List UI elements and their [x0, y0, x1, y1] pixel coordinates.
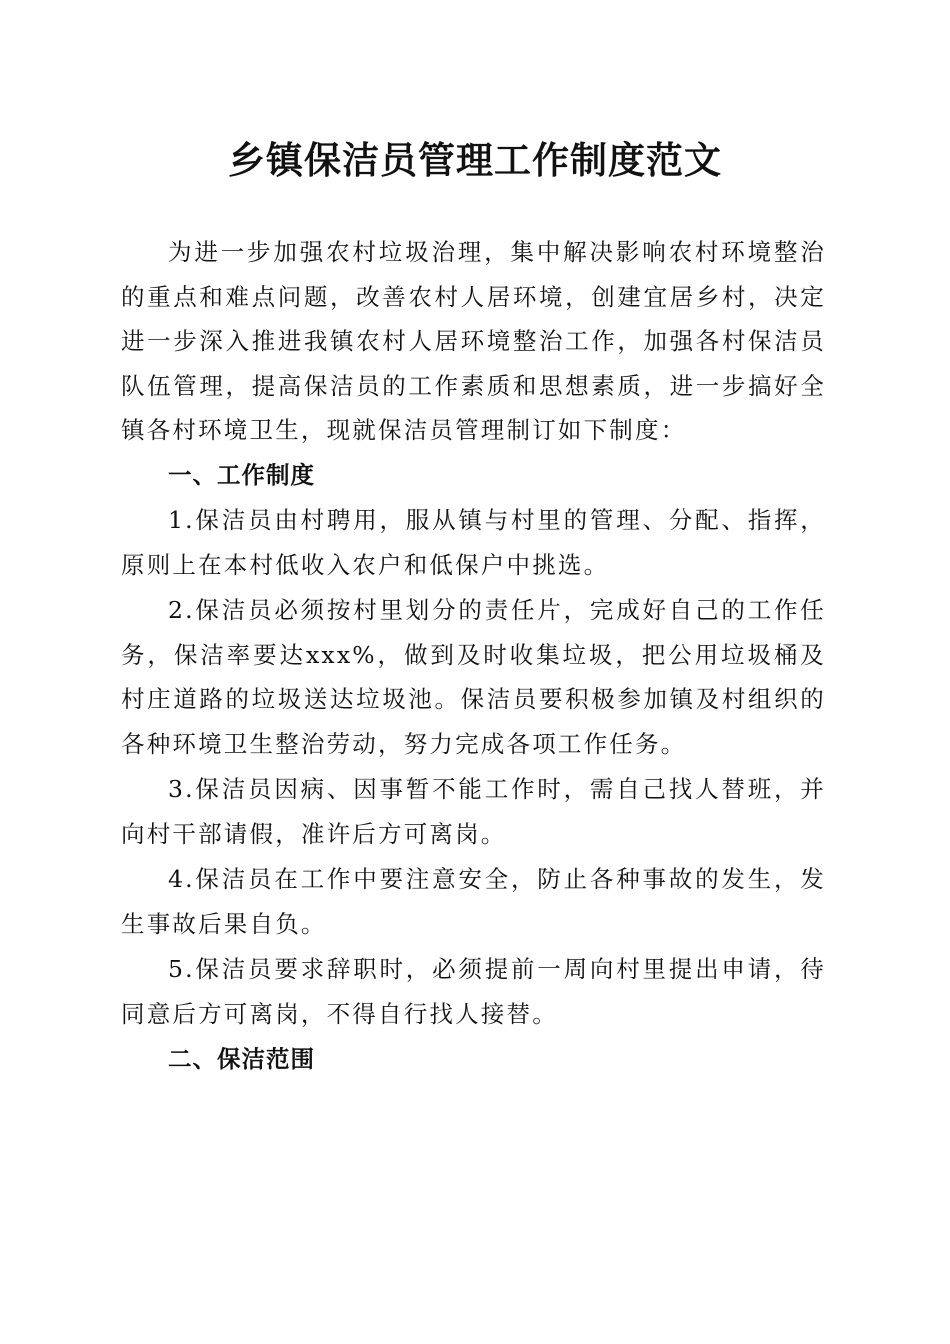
document-body [121, 230, 826, 1082]
rule-item-3: 3.保洁员因病、因事暂不能工作时，需自己找人替班，并向村干部请假，准许后方可离岗。 [121, 775, 826, 848]
rule-item-5: 5.保洁员要求辞职时，必须提前一周向村里提出申请，待同意后方可离岗，不得自行找人接替。 [121, 955, 826, 1028]
intro-paragraph: 为进一步加强农村垃圾治理，集中解决影响农村环境整治的重点和难点问题，改善农村人居环境，创建宜居乡村，决定进一步深入推进我镇农村人居环境整治工作，加强各村保洁员队伍管理，提高保洁员的工作素质和思想素质，进一步搞好全镇各村环境卫生，现就保洁员管理制订如下制度： [121, 238, 826, 444]
section-heading-cleaning-scope: 二、保洁范围 [168, 1045, 315, 1073]
rule-item-4: 4.保洁员在工作中要注意安全，防止各种事故的发生，发生事故后果自负。 [121, 865, 826, 938]
section-heading-work-rules: 一、工作制度 [168, 460, 315, 489]
rule-item-2: 2.保洁员必须按村里划分的责任片，完成好自己的工作任务，保洁率要达xxx%，做到及时收集垃圾，把公用垃圾桶及村庄道路的垃圾送达垃圾池。保洁员要积极参加镇及村组织的各种环境卫生整治劳动，努力完成各项工作任务。 [121, 596, 826, 758]
document-title: 乡镇保洁员管理工作制度范文 [228, 138, 722, 182]
rule-item-1: 1.保洁员由村聘用，服从镇与村里的管理、分配、指挥，原则上在本村低收入农户和低保户中挑选。 [121, 506, 826, 579]
